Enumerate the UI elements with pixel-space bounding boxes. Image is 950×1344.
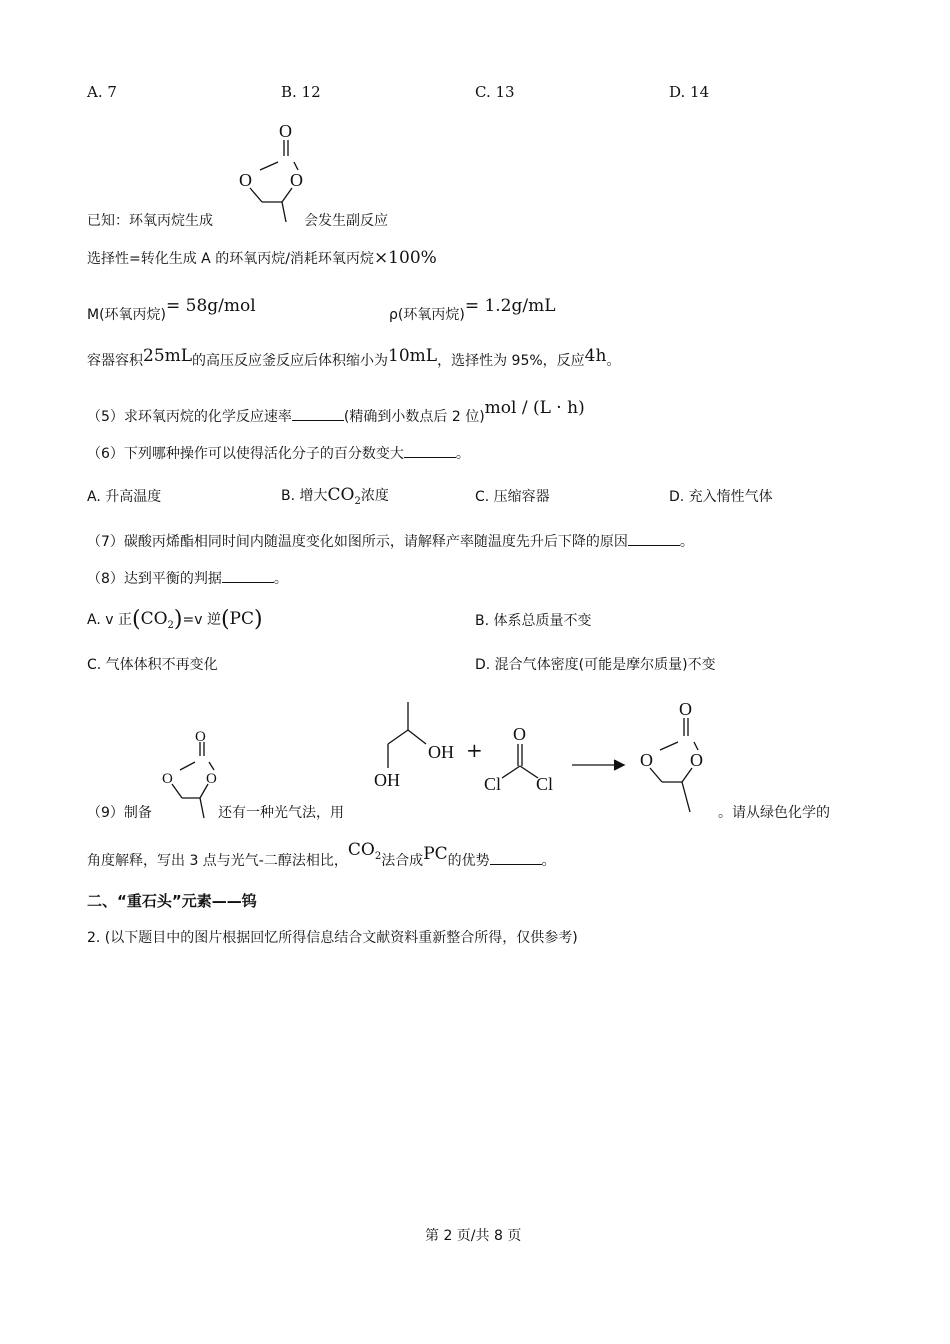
q9-line2-prefix: 角度解释，写出 3 点与光气-二醇法相比， — [87, 853, 348, 869]
q9-co2-subscript: 2 — [374, 851, 382, 862]
propylene-carbonate-product-structure — [634, 696, 714, 816]
product-ring-o-right-label: O — [690, 750, 703, 770]
q6-text: （6）下列哪种操作可以使得活化分子的百分数变大 — [87, 446, 404, 462]
question-8 — [87, 568, 288, 589]
glycol-oh-label-2: OH — [374, 770, 400, 790]
selectivity-line — [87, 248, 437, 269]
vessel-text-3: ，选择性为 95%，反应 — [437, 353, 585, 369]
q9-answer-blank[interactable] — [490, 850, 542, 865]
ring-o-right-label: O — [290, 170, 303, 190]
q8-text: （8）达到平衡的判据 — [87, 571, 222, 587]
q6-tail: 。 — [455, 446, 470, 462]
q8-answer-blank[interactable] — [222, 568, 274, 583]
phosgene-cl-label-2: Cl — [536, 774, 554, 794]
q8-tail: 。 — [273, 571, 288, 587]
pc2-ring-o-right-label: O — [206, 771, 217, 787]
q5-tail: (精确到小数点后 2 位) — [343, 409, 485, 425]
option-b-top: B. 12 — [281, 83, 321, 101]
known-prefix: 已知：环氧丙烷生成 — [87, 213, 213, 229]
molar-mass-label: M(环氧丙烷) — [87, 307, 167, 323]
vessel-text-2: 的高压反应釜反应后体积缩小为 — [192, 353, 389, 369]
q6-option-b — [281, 485, 389, 512]
vessel-text-1: 容器容积 — [87, 353, 143, 369]
q8-option-a: A. v 正$(CO_2)=v$ 逆(PC) — [87, 607, 263, 632]
q8-option-c: C. 气体体积不再变化 — [87, 657, 218, 673]
carbonyl-o-label: O — [279, 121, 292, 141]
q9-co2-formula: CO — [347, 840, 375, 860]
selectivity-label: 选择性=转化生成 A 的环氧丙烷/消耗环氧丙烷 — [87, 251, 374, 267]
section-2-title: 二、“重石头”元素——钨 — [87, 892, 257, 910]
q9-text-2: 还有一种光气法，用 — [218, 805, 344, 821]
q8-option-a-formula-2: PC — [229, 609, 254, 629]
q9-line2-post: 的优势 — [447, 853, 490, 869]
q9-line2-tail: 。 — [541, 853, 556, 869]
q9-line-2 — [87, 840, 556, 877]
q8-option-a-prefix: A. v 正 — [87, 612, 132, 628]
product-carbonyl-o-label: O — [679, 699, 692, 719]
q6-answer-blank[interactable] — [404, 443, 456, 458]
vessel-text-4: 。 — [606, 353, 621, 369]
q8-option-b: B. 体系总质量不变 — [475, 613, 592, 629]
question-2-note: 2. (以下题目中的图片根据回忆所得信息结合文献资料重新整合所得，仅供参考) — [87, 930, 578, 946]
density-label: ρ(环氧丙烷) — [389, 307, 465, 323]
propylene-carbonate-structure-2 — [160, 728, 222, 824]
selectivity-factor: ×100% — [373, 248, 437, 268]
option-c-top: C. 13 — [475, 83, 515, 101]
reaction-arrow — [570, 758, 630, 772]
q8-option-a-formula: CO — [140, 609, 168, 629]
phosgene-cl-label-1: Cl — [484, 774, 502, 794]
q5-answer-blank[interactable] — [292, 406, 344, 421]
q9-line2-mid: 法合成 — [381, 853, 424, 869]
propylene-carbonate-structure-1 — [232, 118, 304, 230]
q6-option-b-formula: CO — [327, 485, 355, 505]
q9-text-1: （9）制备 — [87, 805, 152, 821]
q7-tail: 。 — [679, 534, 694, 550]
q5-text: （5）求环氧丙烷的化学反应速率 — [87, 409, 292, 425]
molar-mass-value: = 58g/mol — [166, 296, 256, 316]
q9-text-3: 。请从绿色化学的 — [718, 805, 830, 821]
phosgene-structure — [480, 722, 570, 802]
known-suffix: 会发生副反应 — [304, 213, 388, 229]
molar-mass-line — [87, 296, 256, 323]
q6-option-b-prefix: B. 增大 — [281, 488, 328, 504]
pc2-ring-o-left-label: O — [162, 771, 173, 787]
question-7 — [87, 531, 694, 552]
page-footer: 第 2 页/共 8 页 — [425, 1228, 522, 1244]
q9-pc-label: PC — [423, 844, 448, 864]
propylene-glycol-structure — [370, 700, 480, 800]
q6-option-a: A. 升高温度 — [87, 489, 162, 505]
vessel-time: 4h — [584, 346, 607, 366]
q8-option-a-mid: =v 逆 — [182, 612, 221, 628]
q8-option-a-subscript: 2 — [167, 620, 174, 631]
q6-option-c: C. 压缩容器 — [475, 489, 550, 505]
q6-option-d: D. 充入惰性气体 — [669, 489, 773, 505]
glycol-oh-label-1: OH — [428, 742, 454, 762]
vessel-line — [87, 346, 621, 371]
product-ring-o-left-label: O — [640, 750, 653, 770]
q8-option-d: D. 混合气体密度(可能是摩尔质量)不变 — [475, 657, 716, 673]
phosgene-o-label: O — [513, 724, 526, 744]
q7-answer-blank[interactable] — [628, 531, 680, 546]
q6-option-b-subscript: 2 — [354, 496, 361, 507]
plus-sign: + — [466, 738, 483, 762]
density-value: = 1.2g/mL — [464, 296, 556, 316]
question-5 — [87, 398, 585, 427]
density-line — [389, 296, 556, 323]
vessel-volume-final: 10mL — [388, 346, 438, 366]
vessel-volume-initial: 25mL — [143, 346, 193, 366]
question-6 — [87, 443, 470, 464]
q5-unit: mol / (L · h) — [484, 398, 585, 418]
ring-o-left-label: O — [239, 170, 252, 190]
q6-option-b-suffix: 浓度 — [360, 488, 389, 504]
q7-text: （7）碳酸丙烯酯相同时间内随温度变化如图所示，请解释产率随温度先升后下降的原因 — [87, 534, 628, 550]
option-a-top: A. 7 — [87, 83, 117, 101]
pc2-carbonyl-o-label: O — [195, 729, 206, 745]
option-d-top: D. 14 — [669, 83, 710, 101]
